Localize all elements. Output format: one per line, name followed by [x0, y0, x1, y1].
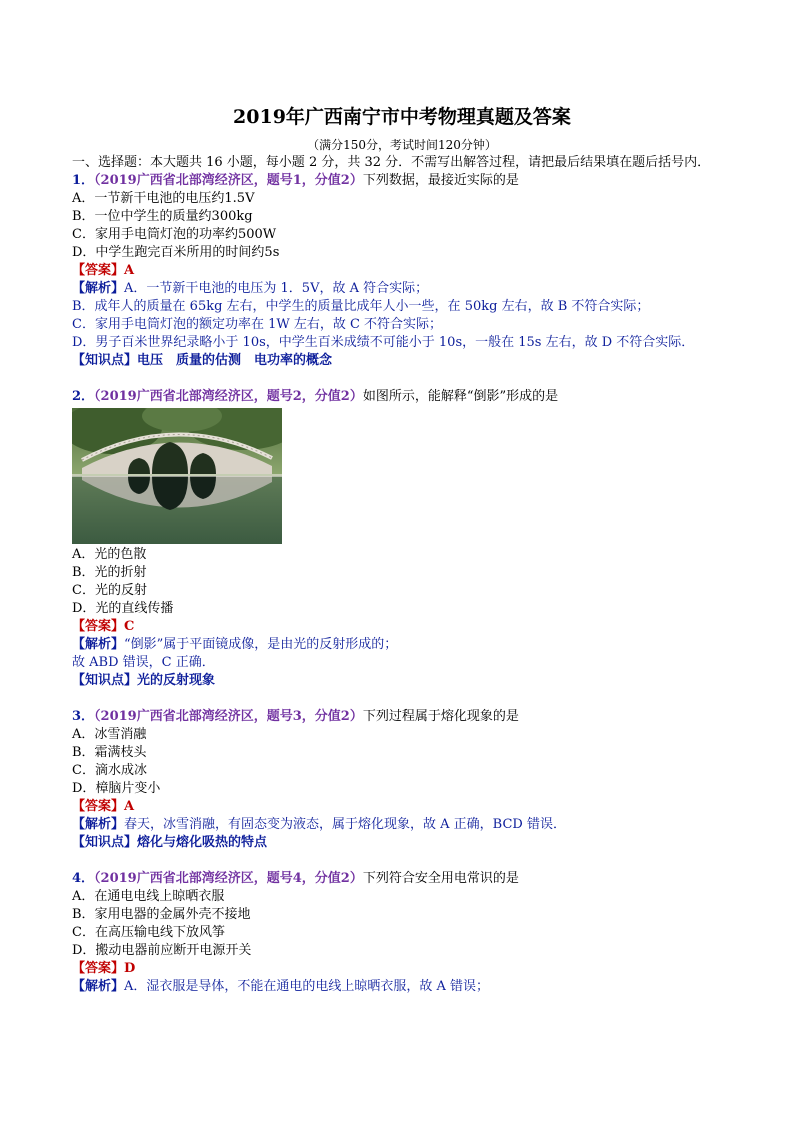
knowledge-point: 【知识点】熔化与熔化吸热的特点 — [72, 835, 268, 850]
knowledge-point: 【知识点】光的反射现象 — [72, 673, 216, 688]
option: D．搬动电器前应断开电源开关 — [72, 943, 252, 958]
knowledge-point: 【知识点】电压 质量的估测 电功率的概念 — [72, 353, 333, 368]
option: B．光的折射 — [72, 565, 147, 580]
analysis-line: 故 ABD 错误，C 正确． — [72, 655, 215, 670]
option: C．光的反射 — [72, 583, 147, 598]
question-source: （2019广西省北部湾经济区，题号2，分值2） — [94, 389, 363, 404]
answer: 【答案】C — [72, 619, 135, 634]
question-4 — [72, 870, 732, 996]
question-1 — [72, 172, 732, 370]
option: A．光的色散 — [72, 547, 147, 562]
option: B．霜满枝头 — [72, 745, 147, 760]
bridge-reflection-photo — [72, 408, 282, 544]
question-2 — [72, 388, 732, 690]
option: C．滴水成冰 — [72, 763, 147, 778]
analysis: 【解析】A．湿衣服是导体，不能在通电的电线上晾晒衣服，故 A 错误； — [72, 979, 490, 994]
question-stem: 1．（2019广西省北部湾经济区，题号1，分值2）下列数据，最接近实际的是 — [72, 173, 519, 188]
question-3 — [72, 708, 732, 852]
analysis-line: B．成年人的质量在 65kg 左右，中学生的质量比成年人小一些，在 50kg 左右，故 B 不符合实际； — [72, 299, 650, 314]
option: C．在高压输电线下放风筝 — [72, 925, 225, 940]
option: B．一位中学生的质量约300kg — [72, 209, 253, 224]
exam-info: （满分150分，考试时间120分钟） — [307, 138, 497, 152]
document-page — [72, 104, 732, 996]
analysis: 【解析】春天，冰雪消融，有固态变为液态，属于熔化现象，故 A 正确，BCD 错误． — [72, 817, 566, 832]
option: C．家用手电筒灯泡的功率约500W — [72, 227, 277, 242]
answer: 【答案】A — [72, 799, 135, 814]
question-source: （2019广西省北部湾经济区，题号1，分值2） — [94, 173, 363, 188]
option: A．一节新干电池的电压约1.5V — [72, 191, 255, 206]
analysis-line: C．家用手电筒灯泡的额定功率在 1W 左右，故 C 不符合实际； — [72, 317, 443, 332]
question-stem: 2．（2019广西省北部湾经济区，题号2，分值2）如图所示，能解释“倒影”形成的是 — [72, 389, 559, 404]
option: D．樟脑片变小 — [72, 781, 161, 796]
answer: 【答案】A — [72, 263, 135, 278]
question-stem: 4．（2019广西省北部湾经济区，题号4，分值2）下列符合安全用电常识的是 — [72, 871, 519, 886]
page-title: 2019年广西南宁市中考物理真题及答案 — [233, 106, 571, 128]
option: A．在通电电线上晾晒衣服 — [72, 889, 225, 904]
question-source: （2019广西省北部湾经济区，题号4，分值2） — [94, 871, 363, 886]
section-intro: 一、选择题：本大题共 16 小题，每小题 2 分，共 32 分．不需写出解答过程，请把最后结果填在题后括号内． — [72, 155, 711, 170]
question-source: （2019广西省北部湾经济区，题号3，分值2） — [94, 709, 363, 724]
answer: 【答案】D — [72, 961, 136, 976]
analysis: 【解析】“倒影”属于平面镜成像，是由光的反射形成的； — [72, 637, 398, 652]
option: D．光的直线传播 — [72, 601, 174, 616]
question-stem: 3．（2019广西省北部湾经济区，题号3，分值2）下列过程属于熔化现象的是 — [72, 709, 519, 724]
analysis-line: D．男子百米世界纪录略小于 10s，中学生百米成绩不可能小于 10s，一般在 15s 左右，故 D 不符合实际． — [72, 335, 695, 350]
analysis: 【解析】A．一节新干电池的电压为 1．5V，故 A 符合实际； — [72, 281, 429, 296]
option: B．家用电器的金属外壳不接地 — [72, 907, 251, 922]
option: D．中学生跑完百米所用的时间约5s — [72, 245, 280, 260]
option: A．冰雪消融 — [72, 727, 147, 742]
